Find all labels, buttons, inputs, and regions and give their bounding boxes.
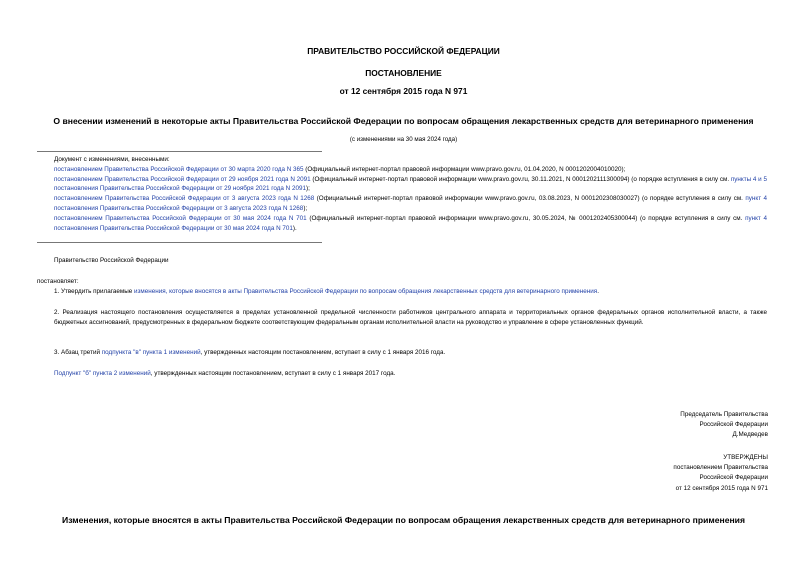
paragraph-1-text: 1. Утвердить прилагаемые	[54, 288, 134, 295]
government-line: Правительство Российской Федерации	[54, 257, 169, 264]
approval-line-4: от 12 сентября 2015 года N 971	[675, 484, 768, 492]
changes-intro: Документ с изменениями, внесенными:	[54, 156, 170, 163]
change-item	[37, 194, 767, 214]
paragraph-4	[37, 369, 767, 379]
government-heading: ПРАВИТЕЛЬСТВО РОССИЙСКОЙ ФЕДЕРАЦИИ	[307, 46, 500, 56]
signature-name: Д.Медведев	[732, 431, 768, 439]
change-item-end: );	[303, 204, 308, 212]
resolves-line: постановляет:	[37, 278, 79, 285]
document-title: О внесении изменений в некоторые акты Правительства Российской Федерации по вопросам обращения лекарственных средств для ветеринарного применения	[53, 116, 754, 126]
change-effective-link-2024-701[interactable]: пункт 4 постановления Правительства Российской Федерации от 30 мая 2024 года N 701	[54, 214, 767, 232]
paragraph-1	[37, 287, 767, 297]
change-item-end: ).	[292, 224, 297, 232]
change-item	[37, 165, 767, 175]
changes-top-divider	[37, 151, 322, 152]
paragraph-2-text: 2. Реализация настоящего постановления осуществляется в пределах установленной предельной численности работников центрального аппарата и территориальных органов федеральных органов исполнительной власти, а также бюджетных ассигнований, предусмотренных в федеральном бюджете соответствующим федеральным органам исполнительной власти на руководство и управление в сфере установленных функций.	[54, 309, 767, 326]
edition-note: (с изменениями на 30 мая 2024 года)	[349, 136, 458, 143]
approval-line-2: постановлением Правительства	[673, 464, 768, 472]
approval-block	[673, 453, 768, 494]
change-link-2020-365[interactable]: постановлением Правительства Российской Федерации от 30 марта 2020 года N 365	[54, 165, 304, 173]
paragraph-3	[37, 348, 767, 358]
change-effective-link-2023-1268[interactable]: пункт 4 постановления Правительства Российской Федерации от 3 августа 2023 года N 1268	[54, 195, 767, 212]
change-item-text: (Официальный интернет-портал правовой информации www.pravo.gov.ru, 30.11.2021, N 0001202111300094) (о порядке вступления в силу см.	[310, 175, 731, 183]
change-item-text: (Официальный интернет-портал правовой информации www.pravo.gov.ru, 30.05.2024, № 0001202405300044) (о порядке вступления в силу см.	[306, 214, 746, 222]
signature-position: Председатель Правительства	[680, 411, 768, 418]
paragraph-2	[37, 308, 767, 328]
change-link-2021-2091[interactable]: постановлением Правительства Российской Федерации от 29 ноября 2021 года N 2091	[54, 175, 311, 183]
change-item	[37, 214, 767, 234]
paragraph-1-end: .	[597, 288, 599, 295]
approved-changes-link[interactable]: изменения, которые вносятся в акты Правительства Российской Федерации по вопросам обращения лекарственных средств для ветеринарного применения	[134, 288, 598, 295]
changes-bottom-divider	[37, 242, 322, 243]
approval-line-3: Российской Федерации	[699, 474, 768, 482]
document-date-number: от 12 сентября 2015 года N 971	[339, 86, 468, 96]
signature-block	[680, 410, 768, 441]
appendix-title: Изменения, которые вносятся в акты Правительства Российской Федерации по вопросам обращения лекарственных средств для ветеринарного применения	[62, 515, 745, 525]
change-link-2024-701[interactable]: постановлением Правительства Российской Федерации от 30 мая 2024 года N 701	[54, 214, 307, 222]
change-effective-link-2021-2091[interactable]: пункты 4 и 5 постановления Правительства Российской Федерации от 29 ноября 2021 года N 2091	[54, 175, 767, 193]
change-item-text: (Официальный интернет-портал правовой информации www.pravo.gov.ru, 03.08.2023, N 0001202308030027) (о порядке вступления в силу см.	[314, 195, 746, 203]
approval-heading: УТВЕРЖДЕНЫ	[723, 454, 768, 461]
change-item	[37, 175, 767, 195]
change-item-end: );	[305, 185, 310, 193]
paragraph-3-text: 3. Абзац третий	[54, 349, 102, 356]
change-item-text: (Официальный интернет-портал правовой информации www.pravo.gov.ru, 01.04.2020, N 0001202004010020);	[303, 165, 626, 173]
paragraph-3-end: , утвержденных настоящим постановлением, вступает в силу с 1 января 2016 года.	[200, 349, 446, 356]
change-link-2023-1268[interactable]: постановлением Правительства Российской Федерации от 3 августа 2023 года N 1268	[54, 195, 315, 203]
signature-country: Российской Федерации	[699, 421, 768, 429]
document-type-heading: ПОСТАНОВЛЕНИЕ	[365, 68, 442, 78]
changes-list	[37, 155, 767, 233]
subparagraph-v-link[interactable]: подпункта "в" пункта 1 изменений	[101, 349, 201, 356]
subparagraph-b-link[interactable]: Подпункт "б" пункта 2 изменений	[54, 370, 151, 377]
paragraph-4-end: , утвержденных настоящим постановлением, вступает в силу с 1 января 2017 года.	[150, 370, 396, 377]
